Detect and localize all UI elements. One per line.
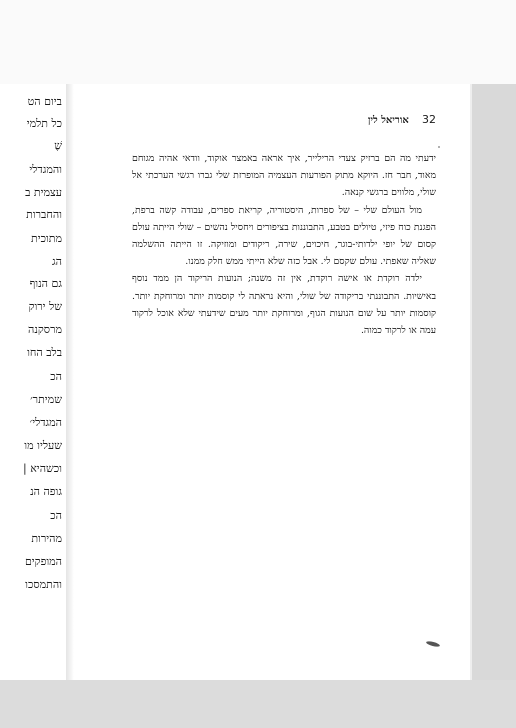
facing-page-line: שעליו מו bbox=[24, 439, 62, 452]
body-text bbox=[132, 150, 436, 339]
paragraph: ידעתי מה הם ברזיק צעדי הרילייר, איך אראה באמצר אוקוד, וודאי אהיה מגוחם מאוד, חבר חז. היוקא מתוק הפורעות העצמיה המופרזת שלי גברו רגשי הערכתי אל שולי, מלווים ברגשי קנאה. bbox=[132, 153, 436, 199]
page-number: 32 bbox=[422, 113, 436, 126]
facing-page-line: מרסקנה bbox=[28, 323, 62, 336]
ink-smudge bbox=[426, 640, 441, 647]
facing-page-line: שמיתר׳ bbox=[30, 393, 62, 406]
paragraph: מול העולם שלי – של ספרות, היסטוריה, קריאת ספרים, עבודה קשה ברפת, הפגנת כוח פיזי, טיולים בטבע, התבוננות בציפורים ויחסיל נהשים – שולי הייתה עולם קסום של יופי ילדותי-בוגר, חיכוים, שירה, ריקודים ומוזיקה. זו הייתה ההשלמה שאליה שאפתי. עולם שקסם לי. אבל כזה שלא הייתי ממש חלק ממנו. bbox=[132, 204, 436, 268]
facing-page-line: הג bbox=[52, 255, 62, 268]
scan-background-top bbox=[0, 0, 516, 84]
facing-page-line: בלב החו bbox=[27, 346, 62, 359]
paragraph: ילדה רוקדת או אישה רוקדת, אין זה משנה; הנועות הריקוד הן ממד נוסף באישיות. התבוננתי בריקודה של שולי, והיא נראתה לי קוסמות יותר ומרוחקת יותר. קוסמות יותר על שום הנועות הגוף, ומרוחקת יותר מעים שידעתי שלא אוכל לרקוד עמה או לרקוד כמוה. bbox=[132, 273, 436, 337]
facing-page-line: שֶׁ bbox=[54, 139, 62, 152]
facing-page-line: כל תלמי bbox=[26, 117, 62, 130]
book-page bbox=[66, 84, 470, 680]
facing-page-line: הכ bbox=[50, 509, 62, 522]
facing-page-line: מהירות bbox=[31, 532, 62, 545]
scan-background-bottom bbox=[0, 680, 516, 728]
facing-page-line: גם הנוף bbox=[29, 277, 62, 290]
facing-page-line: עצמית ב bbox=[25, 186, 62, 199]
gutter-shadow bbox=[66, 84, 74, 680]
facing-page-line: ביום הט bbox=[27, 95, 62, 108]
facing-page-line: המגדלי׳ bbox=[29, 416, 62, 429]
facing-page-line: של ירוק bbox=[28, 300, 62, 313]
facing-page-line: גופה הנ bbox=[30, 485, 62, 498]
facing-page-line: הכ bbox=[50, 370, 62, 383]
facing-page-line: מתוכית bbox=[30, 232, 62, 245]
running-header-author: אוריאל לין bbox=[367, 115, 409, 126]
facing-page-edge bbox=[0, 84, 67, 680]
facing-page-line: וכשהיא | bbox=[23, 462, 62, 475]
facing-page-line: והמגדלי bbox=[29, 163, 62, 176]
running-header bbox=[256, 113, 436, 126]
facing-page-line: המופקים bbox=[24, 555, 62, 568]
speck bbox=[438, 146, 440, 148]
facing-page-line: והחברות bbox=[26, 208, 62, 221]
facing-page-line: והתמסכו bbox=[25, 578, 62, 591]
